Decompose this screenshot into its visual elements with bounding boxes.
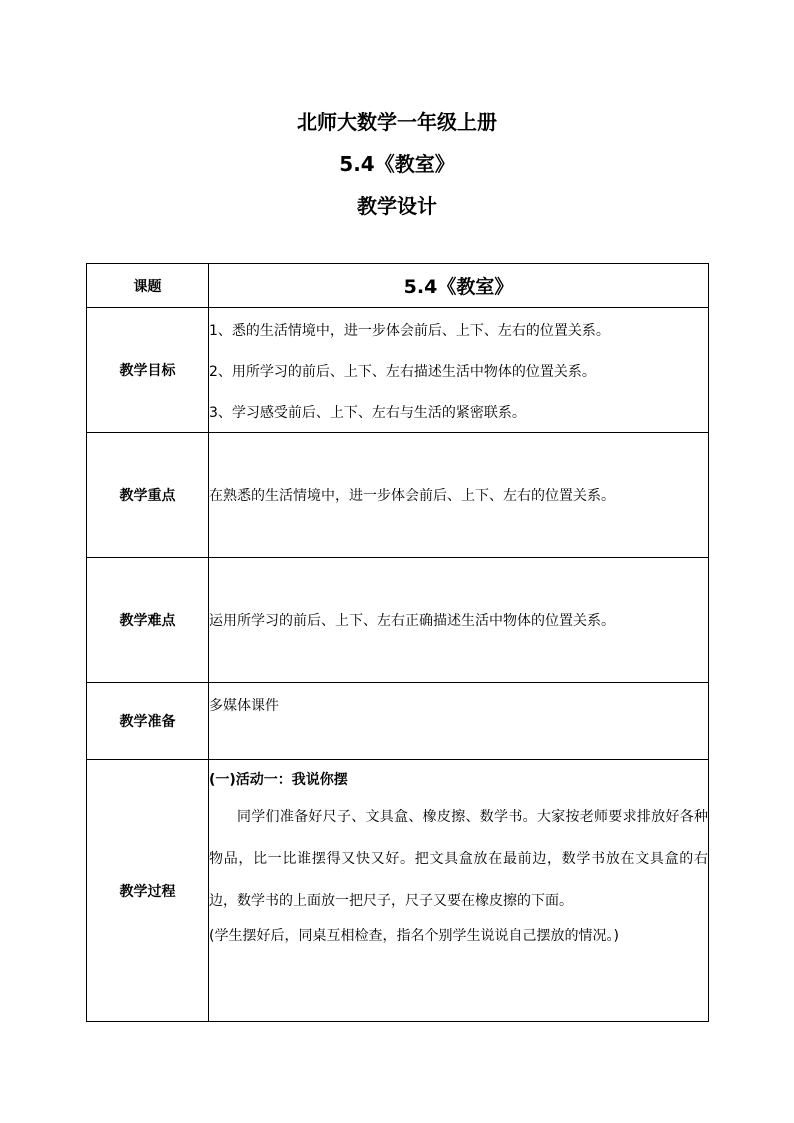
table-row-preparation — [87, 683, 709, 760]
table-row-difficulties — [87, 558, 709, 683]
key-points-label: 教学重点 — [87, 433, 209, 558]
key-points-value: 在熟悉的生活情境中，进一步体会前后、上下、左右的位置关系。 — [209, 433, 709, 558]
document-title: 北师大数学一年级上册 — [297, 110, 497, 134]
table-row-topic — [87, 264, 709, 308]
preparation-value: 多媒体课件 — [209, 683, 709, 760]
lesson-title: 5.4《教室》 — [339, 152, 455, 176]
goal-item: 3、学习感受前后、上下、左右与生活的紧密联系。 — [209, 405, 526, 421]
goal-item: 1、悉的生活情境中，进一步体会前后、上下、左右的位置关系。 — [209, 323, 610, 339]
lesson-plan-table — [86, 263, 709, 1022]
process-cell — [209, 760, 709, 1022]
process-label: 教学过程 — [87, 760, 209, 1022]
difficulties-label: 教学难点 — [87, 558, 209, 683]
activity-paragraph: 同学们准备好尺子、文具盒、橡皮擦、数学书。大家按老师要求排放好各种物品，比一比谁摆得又快又好。把文具盒放在最前边，数学书放在文具盒的右边，数学书的上面放一把尺子，尺子又要在橡皮擦的下面。 — [209, 809, 708, 909]
preparation-label: 教学准备 — [87, 683, 209, 760]
document-subtitle: 教学设计 — [357, 194, 437, 218]
goals-label: 教学目标 — [87, 308, 209, 433]
table-row-key-points — [87, 433, 709, 558]
difficulties-value: 运用所学习的前后、上下、左右正确描述生活中物体的位置关系。 — [209, 558, 709, 683]
table-row-process — [87, 760, 709, 1022]
activity-title: (一)活动一：我说你摆 — [209, 772, 348, 788]
goal-item: 2、用所学习的前后、上下、左右描述生活中物体的位置关系。 — [209, 364, 596, 380]
topic-value: 5.4《教室》 — [209, 264, 709, 308]
topic-label: 课题 — [87, 264, 209, 308]
goals-cell — [209, 308, 709, 433]
table-row-goals — [87, 308, 709, 433]
activity-note: (学生摆好后，同桌互相检查，指名个别学生说说自己摆放的情况。) — [209, 928, 619, 944]
